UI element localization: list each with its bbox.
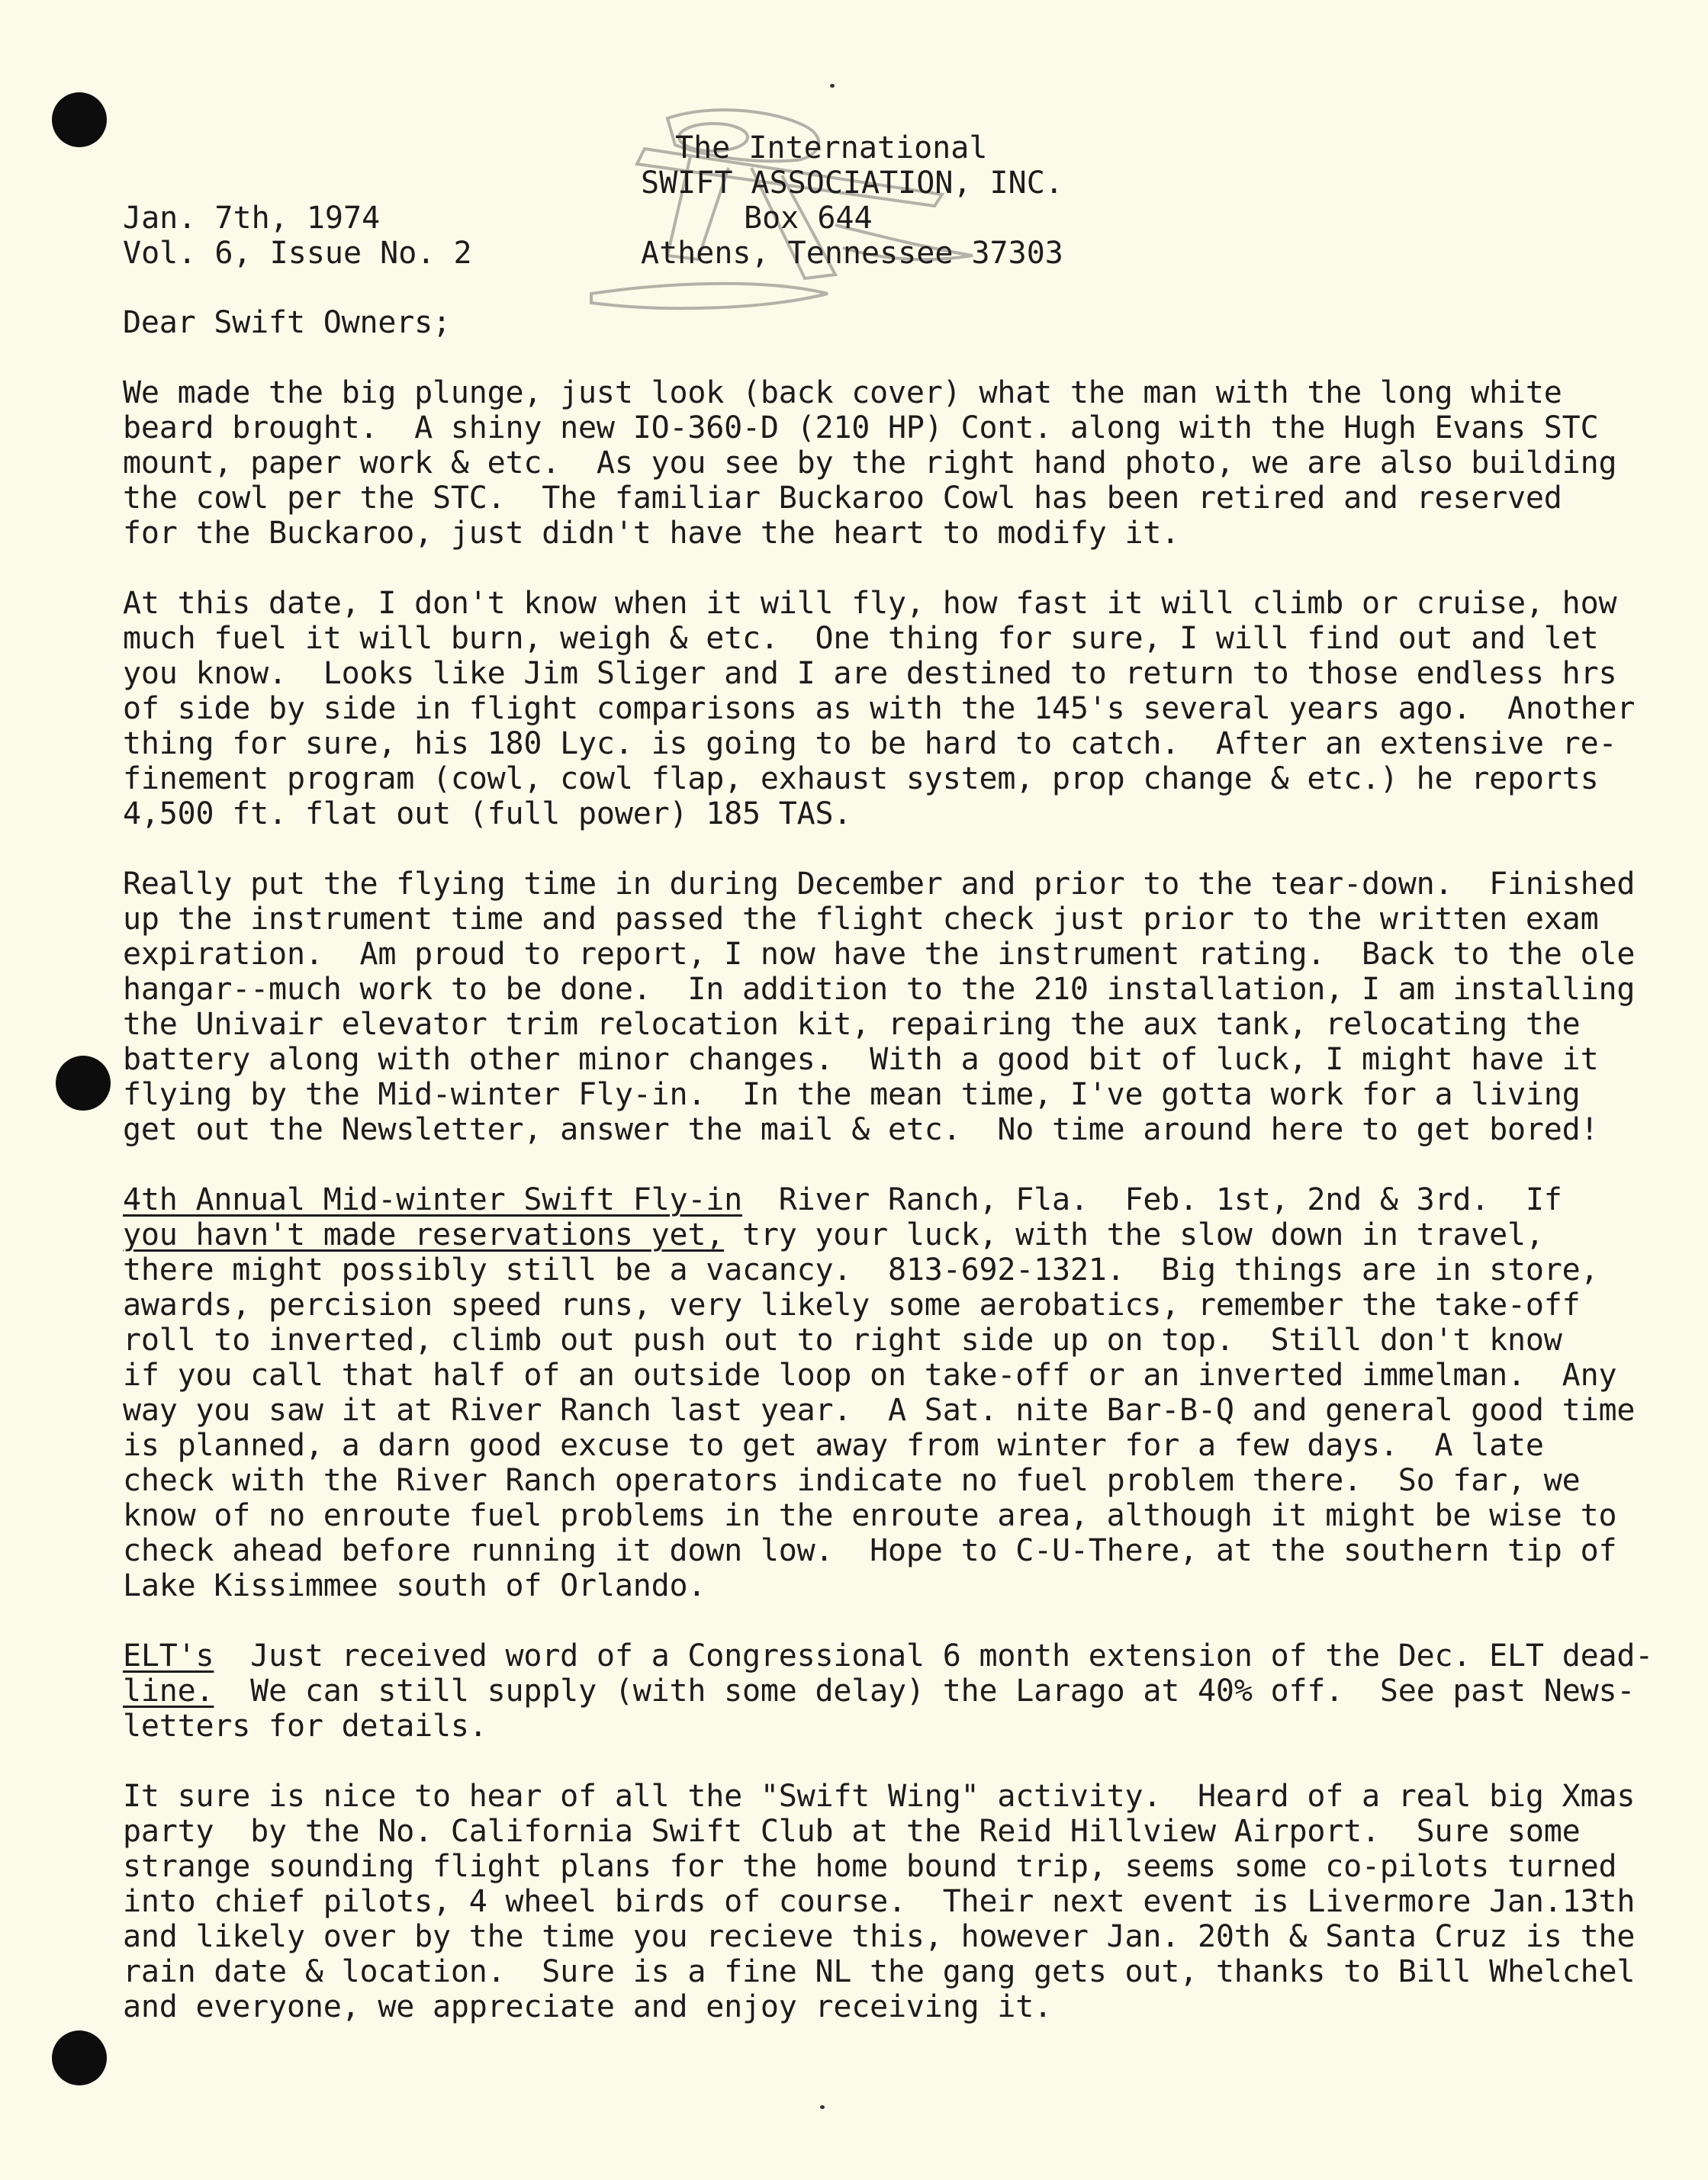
flyin-paragraph-first-line — [123, 1183, 1562, 1217]
paragraph-3-line: Really put the flying time in during December and prior to the tear-down. Finished — [123, 867, 1636, 902]
paragraph-6-line: It sure is nice to hear of all the "Swift Wing" activity. Heard of a real big Xmas — [123, 1779, 1636, 1814]
flyin-paragraph-line: check ahead before running it down low. Hope to C-U-There, at the southern tip of — [123, 1533, 1617, 1568]
paragraph-3-line: hangar--much work to be done. In addition to the 210 installation, I am installing — [123, 972, 1636, 1007]
paragraph-2-line: thing for sure, his 180 Lyc. is going to be hard to catch. After an extensive re- — [123, 726, 1617, 761]
flyin-paragraph-line: awards, percision speed runs, very likely some aerobatics, remember the take-off — [123, 1288, 1581, 1323]
paragraph-2-line: At this date, I don't know when it will fly, how fast it will climb or cruise, how — [123, 586, 1617, 621]
flyin-first-line-text: River Ranch, Fla. Feb. 1st, 2nd & 3rd. If — [742, 1182, 1562, 1217]
paragraph-6-line: and likely over by the time you recieve this, however Jan. 20th & Santa Cruz is the — [123, 1919, 1636, 1954]
paragraph-1-line: We made the big plunge, just look (back cover) what the man with the long white — [123, 375, 1562, 410]
flyin-paragraph-line: check with the River Ranch operators indicate no fuel problem there. So far, we — [123, 1463, 1581, 1498]
org-name-line2: SWIFT ASSOCIATION, INC. — [641, 166, 1063, 201]
binder-hole-middle — [56, 1056, 111, 1111]
paragraph-3-line: up the instrument time and passed the flight check just prior to the written exam — [123, 902, 1599, 937]
elt-first-line-text: Just received word of a Congressional 6 month extension of the Dec. ELT dead- — [214, 1638, 1654, 1674]
org-address-box: Box 644 — [744, 201, 873, 236]
paragraph-2-line: you know. Looks like Jim Sliger and I are destined to return to those endless hrs — [123, 656, 1617, 691]
speck — [830, 84, 835, 88]
salutation: Dear Swift Owners; — [123, 305, 451, 340]
flyin-paragraph-line: roll to inverted, climb out push out to right side up on top. Still don't know — [123, 1323, 1562, 1358]
paragraph-6-line: strange sounding flight plans for the home bound trip, seems some co-pilots turned — [123, 1849, 1617, 1884]
binder-hole-bottom — [52, 2030, 107, 2085]
paragraph-2-line: much fuel it will burn, weigh & etc. One thing for sure, I will find out and let — [123, 621, 1599, 656]
paragraph-6-line: rain date & location. Sure is a fine NL the gang gets out, thanks to Bill Whelchel — [123, 1954, 1636, 1989]
flyin-paragraph-line: know of no enroute fuel problems in the enroute area, although it might be wise to — [123, 1498, 1617, 1533]
paragraph-1-line: mount, paper work & etc. As you see by the right hand photo, we are also building — [123, 445, 1617, 481]
paragraph-6-line: into chief pilots, 4 wheel birds of course. Their next event is Livermore Jan.13th — [123, 1884, 1636, 1919]
paragraph-2-line: 4,500 ft. flat out (full power) 185 TAS. — [123, 796, 852, 831]
elt-paragraph-second-line — [123, 1674, 1635, 1708]
flyin-paragraph-line: way you saw it at River Ranch last year. A Sat. nite Bar-B-Q and general good time — [123, 1393, 1636, 1428]
elt-second-line-text: We can still supply (with some delay) the Larago at 40% off. See past News- — [214, 1674, 1636, 1709]
paragraph-3-line: the Univair elevator trim relocation kit, repairing the aux tank, relocating the — [123, 1007, 1581, 1042]
paragraph-6-line: party by the No. California Swift Club at the Reid Hillview Airport. Sure some — [123, 1814, 1581, 1849]
elt-underlined-text: line. — [123, 1674, 214, 1709]
flyin-underlined-text: you havn't made reservations yet, — [123, 1217, 725, 1252]
paragraph-2-line: finement program (cowl, cowl flap, exhaust system, prop change & etc.) he reports — [123, 761, 1599, 796]
issue-date: Jan. 7th, 1974 — [123, 201, 381, 236]
paragraph-6-line: and everyone, we appreciate and enjoy receiving it. — [123, 1989, 1052, 2024]
binder-hole-top — [52, 92, 107, 147]
flyin-paragraph-line: if you call that half of an outside loop on take-off or an inverted immelman. Any — [123, 1358, 1617, 1393]
paragraph-1-line: beard brought. A shiny new IO-360-D (210 HP) Cont. along with the Hugh Evans STC — [123, 410, 1599, 445]
paragraph-1-line: the cowl per the STC. The familiar Buckaroo Cowl has been retired and reserved — [123, 481, 1562, 516]
flyin-second-line-text: try your luck, with the slow down in travel, — [724, 1217, 1544, 1252]
org-address-city: Athens, Tennessee 37303 — [641, 236, 1063, 271]
flyin-paragraph-second-line — [123, 1218, 1544, 1252]
paragraph-3-line: battery along with other minor changes. With a good bit of luck, I might have it — [123, 1042, 1599, 1077]
paragraph-3-line: expiration. Am proud to report, I now have the instrument rating. Back to the ole — [123, 937, 1636, 972]
elt-heading: ELT's — [123, 1638, 214, 1674]
flyin-paragraph-line: there might possibly still be a vacancy. 813-692-1321. Big things are in store, — [123, 1252, 1599, 1288]
flyin-heading: 4th Annual Mid-winter Swift Fly-in — [123, 1182, 742, 1217]
org-name-line1: The International — [675, 130, 988, 166]
speck — [820, 2105, 825, 2109]
elt-paragraph-first-line — [123, 1639, 1653, 1673]
elt-paragraph-line: letters for details. — [123, 1709, 487, 1744]
issue-volume: Vol. 6, Issue No. 2 — [123, 236, 472, 271]
paragraph-2-line: of side by side in flight comparisons as with the 145's several years ago. Another — [123, 691, 1636, 726]
flyin-paragraph-line: Lake Kissimmee south of Orlando. — [123, 1568, 706, 1603]
paragraph-3-line: get out the Newsletter, answer the mail & etc. No time around here to get bored! — [123, 1112, 1599, 1147]
paragraph-1-line: for the Buckaroo, just didn't have the heart to modify it. — [123, 516, 1180, 551]
flyin-paragraph-line: is planned, a darn good excuse to get away from winter for a few days. A late — [123, 1428, 1544, 1463]
paragraph-3-line: flying by the Mid-winter Fly-in. In the mean time, I've gotta work for a living — [123, 1077, 1581, 1112]
